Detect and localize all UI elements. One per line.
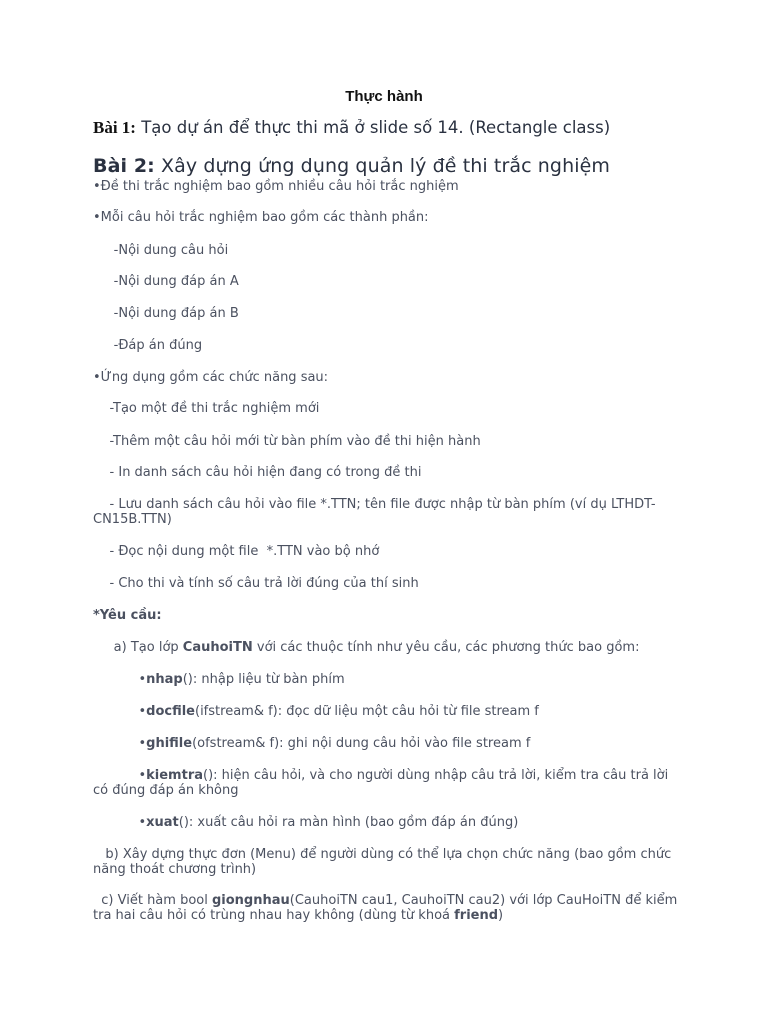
method-nhap: •nhap(): nhập liệu từ bàn phím <box>93 672 345 687</box>
method-kiemtra: •kiemtra(): hiện câu hỏi, và cho người dùng nhập câu trả lời, kiểm tra câu trả lời có đúng đáp án không <box>93 768 673 798</box>
exercise-2-text: Xây dựng ứng dụng quản lý đề thi trắc nghiệm <box>154 155 611 177</box>
list-item-answer-a: -Nội dung đáp án A <box>93 274 239 289</box>
method-docfile: •docfile(ifstream& f): đọc dữ liệu một câu hỏi từ file stream f <box>93 704 539 719</box>
requirement-c: c) Viết hàm bool giongnhau(CauhoiTN cau1, CauhoiTN cau2) với lớp CauHoiTN để kiểm tra hai câu hỏi có trùng nhau hay không (dùng từ khoá friend) <box>93 893 682 923</box>
list-item-add-question: -Thêm một câu hỏi mới từ bàn phím vào đề thi hiện hành <box>93 434 481 449</box>
list-item-print-questions: - In danh sách câu hỏi hiện đang có trong đề thi <box>93 465 422 480</box>
paragraph-exam-desc: •Đề thi trắc nghiệm bao gồm nhiều câu hỏi trắc nghiệm <box>93 179 459 194</box>
list-item-take-exam: - Cho thi và tính số câu trả lời đúng của thí sinh <box>93 576 419 591</box>
requirement-a: a) Tạo lớp CauhoiTN với các thuộc tính như yêu cầu, các phương thức bao gồm: <box>93 640 640 655</box>
class-name-cauhoitn: CauhoiTN <box>182 640 253 655</box>
list-item-read-file: - Đọc nội dung một file *.TTN vào bộ nhớ <box>93 544 380 559</box>
list-item-save-file: - Lưu danh sách câu hỏi vào file *.TTN; tên file được nhập từ bàn phím (ví dụ LTHDT-CN15B.TTN) <box>93 497 656 527</box>
list-item-correct-answer: -Đáp án đúng <box>93 338 203 353</box>
exercise-2-label: Bài 2: <box>93 155 155 177</box>
paragraph-question-components: •Mỗi câu hỏi trắc nghiệm bao gồm các thành phần: <box>93 210 429 225</box>
list-item-question-content: -Nội dung câu hỏi <box>93 243 229 258</box>
method-ghifile: •ghifile(ofstream& f): ghi nội dung câu hỏi vào file stream f <box>93 736 531 751</box>
exercise-1-text: Tạo dự án để thực thi mã ở slide số 14. (Rectangle class) <box>135 118 611 137</box>
list-item-create-exam: -Tạo một đề thi trắc nghiệm mới <box>93 401 320 416</box>
paragraph-app-features: •Ứng dụng gồm các chức năng sau: <box>93 370 329 385</box>
requirements-label: *Yêu cầu: <box>93 608 162 623</box>
requirement-b: b) Xây dựng thực đơn (Menu) để người dùng có thể lựa chọn chức năng (bao gồm chức năng thoát chương trình) <box>93 847 676 877</box>
exercise-1-heading <box>93 118 610 138</box>
requirements-heading <box>93 608 678 623</box>
exercise-1-label: Bài 1: <box>93 118 136 137</box>
method-xuat: •xuat(): xuất câu hỏi ra màn hình (bao gồm đáp án đúng) <box>93 815 519 830</box>
exercise-2-heading <box>93 155 610 177</box>
document-title: Thực hành <box>345 88 423 105</box>
list-item-answer-b: -Nội dung đáp án B <box>93 306 239 321</box>
